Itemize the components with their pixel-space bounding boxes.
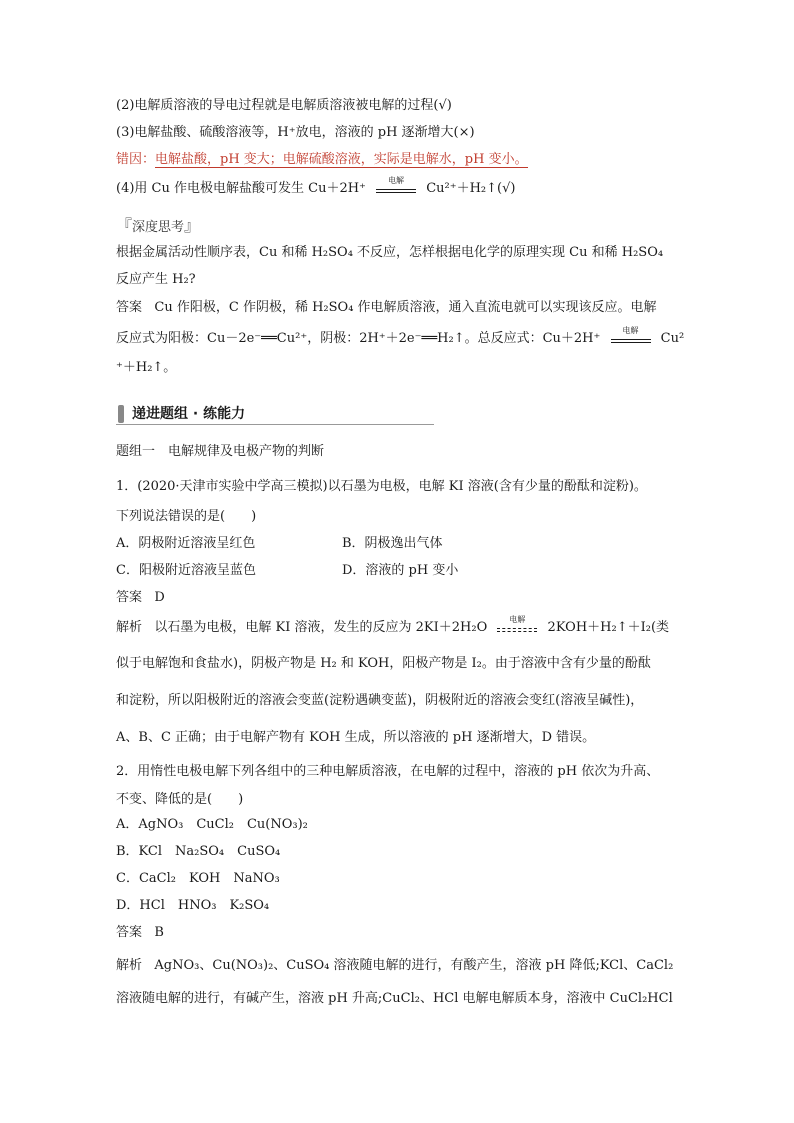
q1-option-b: B．阴极逸出气体 <box>342 536 443 551</box>
q1-explanation-3: 和淀粉，所以阳极附近的溶液会变蓝(淀粉遇碘变蓝)，阴极附近的溶液会变红(溶液呈碱性)， <box>116 693 644 708</box>
q2-option-a: A．AgNO₃ CuCl₂ Cu(NO₃)₂ <box>116 817 308 832</box>
judgment-4-right: Cu²⁺＋H₂↑(√) <box>426 181 516 196</box>
electrolysis-label: 电解 <box>388 175 405 185</box>
section-title: 递进题组 · 练能力 <box>132 406 246 422</box>
think-answer-3: ⁺＋H₂↑。 <box>116 360 177 375</box>
judgment-4 <box>116 175 516 198</box>
section-marker-icon <box>118 405 124 423</box>
q2-stem-2: 不变、降低的是( ) <box>116 792 244 807</box>
q2-explanation-1 <box>116 957 673 975</box>
think-answer-2-left: 反应式为阳极：Cu－2e⁻══Cu²⁺，阴极：2H⁺＋2e⁻══H₂↑。总反应式：Cu＋2H⁺ <box>116 331 601 346</box>
q1-explanation-1-left: 以石墨为电极，电解 KI 溶液，发生的反应为 2KI＋2H₂O <box>154 620 488 635</box>
q1-explanation-1 <box>116 614 670 637</box>
electrolysis-label: 电解 <box>509 614 526 624</box>
bracket-close-icon: 』 <box>184 216 201 235</box>
q1-option-a: A．阴极附近溶液呈红色 <box>116 536 256 551</box>
q1-explanation-2: 似于电解饱和食盐水)，阴极产物是 H₂ 和 KOH，阳极产物是 I₂。由于溶液中含有少量的酚酞 <box>116 656 651 671</box>
electrolysis-equal-sign <box>376 175 416 196</box>
bracket-open-icon: 『 <box>116 216 133 235</box>
electrolysis-equal-sign <box>611 325 651 346</box>
q2-explanation-2: 溶液随电解的进行，有碱产生，溶液 pH 升高;CuCl₂、HCl 电解电解质本身，溶液中 CuCl₂HCl <box>116 991 673 1006</box>
error-cause <box>116 151 528 169</box>
judgment-2: (2)电解质溶液的导电过程就是电解质溶液被电解的过程(√) <box>116 98 452 113</box>
think-answer-1-text: Cu 作阳极，C 作阴极，稀 H₂SO₄ 作电解质溶液，通入直流电就可以实现该反应。电解 <box>154 300 657 315</box>
q1-option-c: C．阳极附近溶液呈蓝色 <box>116 563 256 578</box>
q1-answer <box>116 589 165 607</box>
answer-label: 答案 <box>116 300 143 315</box>
q1-stem-2: 下列说法错误的是( ) <box>116 509 257 524</box>
q2-answer-value: B <box>154 925 164 940</box>
error-cause-label: 错因： <box>116 152 156 167</box>
q1-option-d: D．溶液的 pH 变小 <box>342 563 459 578</box>
think-question-1: 根据金属活动性顺序表，Cu 和稀 H₂SO₄ 不反应，怎样根据电化学的原理实现 Cu 和稀 H₂SO₄ <box>116 245 664 260</box>
judgment-4-left: (4)用 Cu 作电极电解盐酸可发生 Cu＋2H⁺ <box>116 181 366 196</box>
electrolysis-equal-sign <box>497 614 537 635</box>
q1-explanation-4: A、B、C 正确；由于电解产物有 KOH 生成，所以溶液的 pH 逐渐增大，D 错误。 <box>116 730 596 745</box>
q2-explanation-1-text: AgNO₃、Cu(NO₃)₂、CuSO₄ 溶液随电解的进行，有酸产生，溶液 pH 降低;KCl、CaCl₂ <box>154 958 674 973</box>
q1-stem-1: 1．(2020·天津市实验中学高三模拟)以石墨为电极，电解 KI 溶液(含有少量的酚酞和淀粉)。 <box>116 479 647 494</box>
error-cause-text: 电解盐酸，pH 变大；电解硫酸溶液，实际是电解水，pH 变小。 <box>155 152 528 167</box>
deep-thinking-title: 深度思考 <box>132 220 185 235</box>
judgment-3: (3)电解盐酸、硫酸溶液等，H⁺放电，溶液的 pH 逐渐增大(×) <box>116 125 475 140</box>
section-rule <box>116 424 434 425</box>
group-title: 题组一 电解规律及电极产物的判断 <box>116 444 325 459</box>
electrolysis-label: 电解 <box>622 325 639 335</box>
q2-option-d: D．HCl HNO₃ K₂SO₄ <box>116 898 270 913</box>
deep-thinking-heading <box>116 213 200 236</box>
q1-explanation-1-right: 2KOH＋H₂↑＋I₂(类 <box>547 620 670 635</box>
think-answer-2 <box>116 325 685 348</box>
q2-option-b: B．KCl Na₂SO₄ CuSO₄ <box>116 844 281 859</box>
section-header <box>116 403 434 425</box>
q2-answer <box>116 924 164 942</box>
q2-stem-1: 2．用惰性电极电解下列各组中的三种电解质溶液，在电解的过程中，溶液的 pH 依次为升高、 <box>116 764 660 779</box>
think-question-2: 反应产生 H₂? <box>116 272 196 287</box>
think-answer-1 <box>116 299 657 317</box>
answer-label: 答案 <box>116 925 143 940</box>
answer-label: 答案 <box>116 590 143 605</box>
q2-option-c: C．CaCl₂ KOH NaNO₃ <box>116 871 280 886</box>
explanation-label: 解析 <box>116 620 143 635</box>
explanation-label: 解析 <box>116 958 143 973</box>
q1-answer-value: D <box>154 590 165 605</box>
think-answer-2-right: Cu² <box>660 331 685 346</box>
